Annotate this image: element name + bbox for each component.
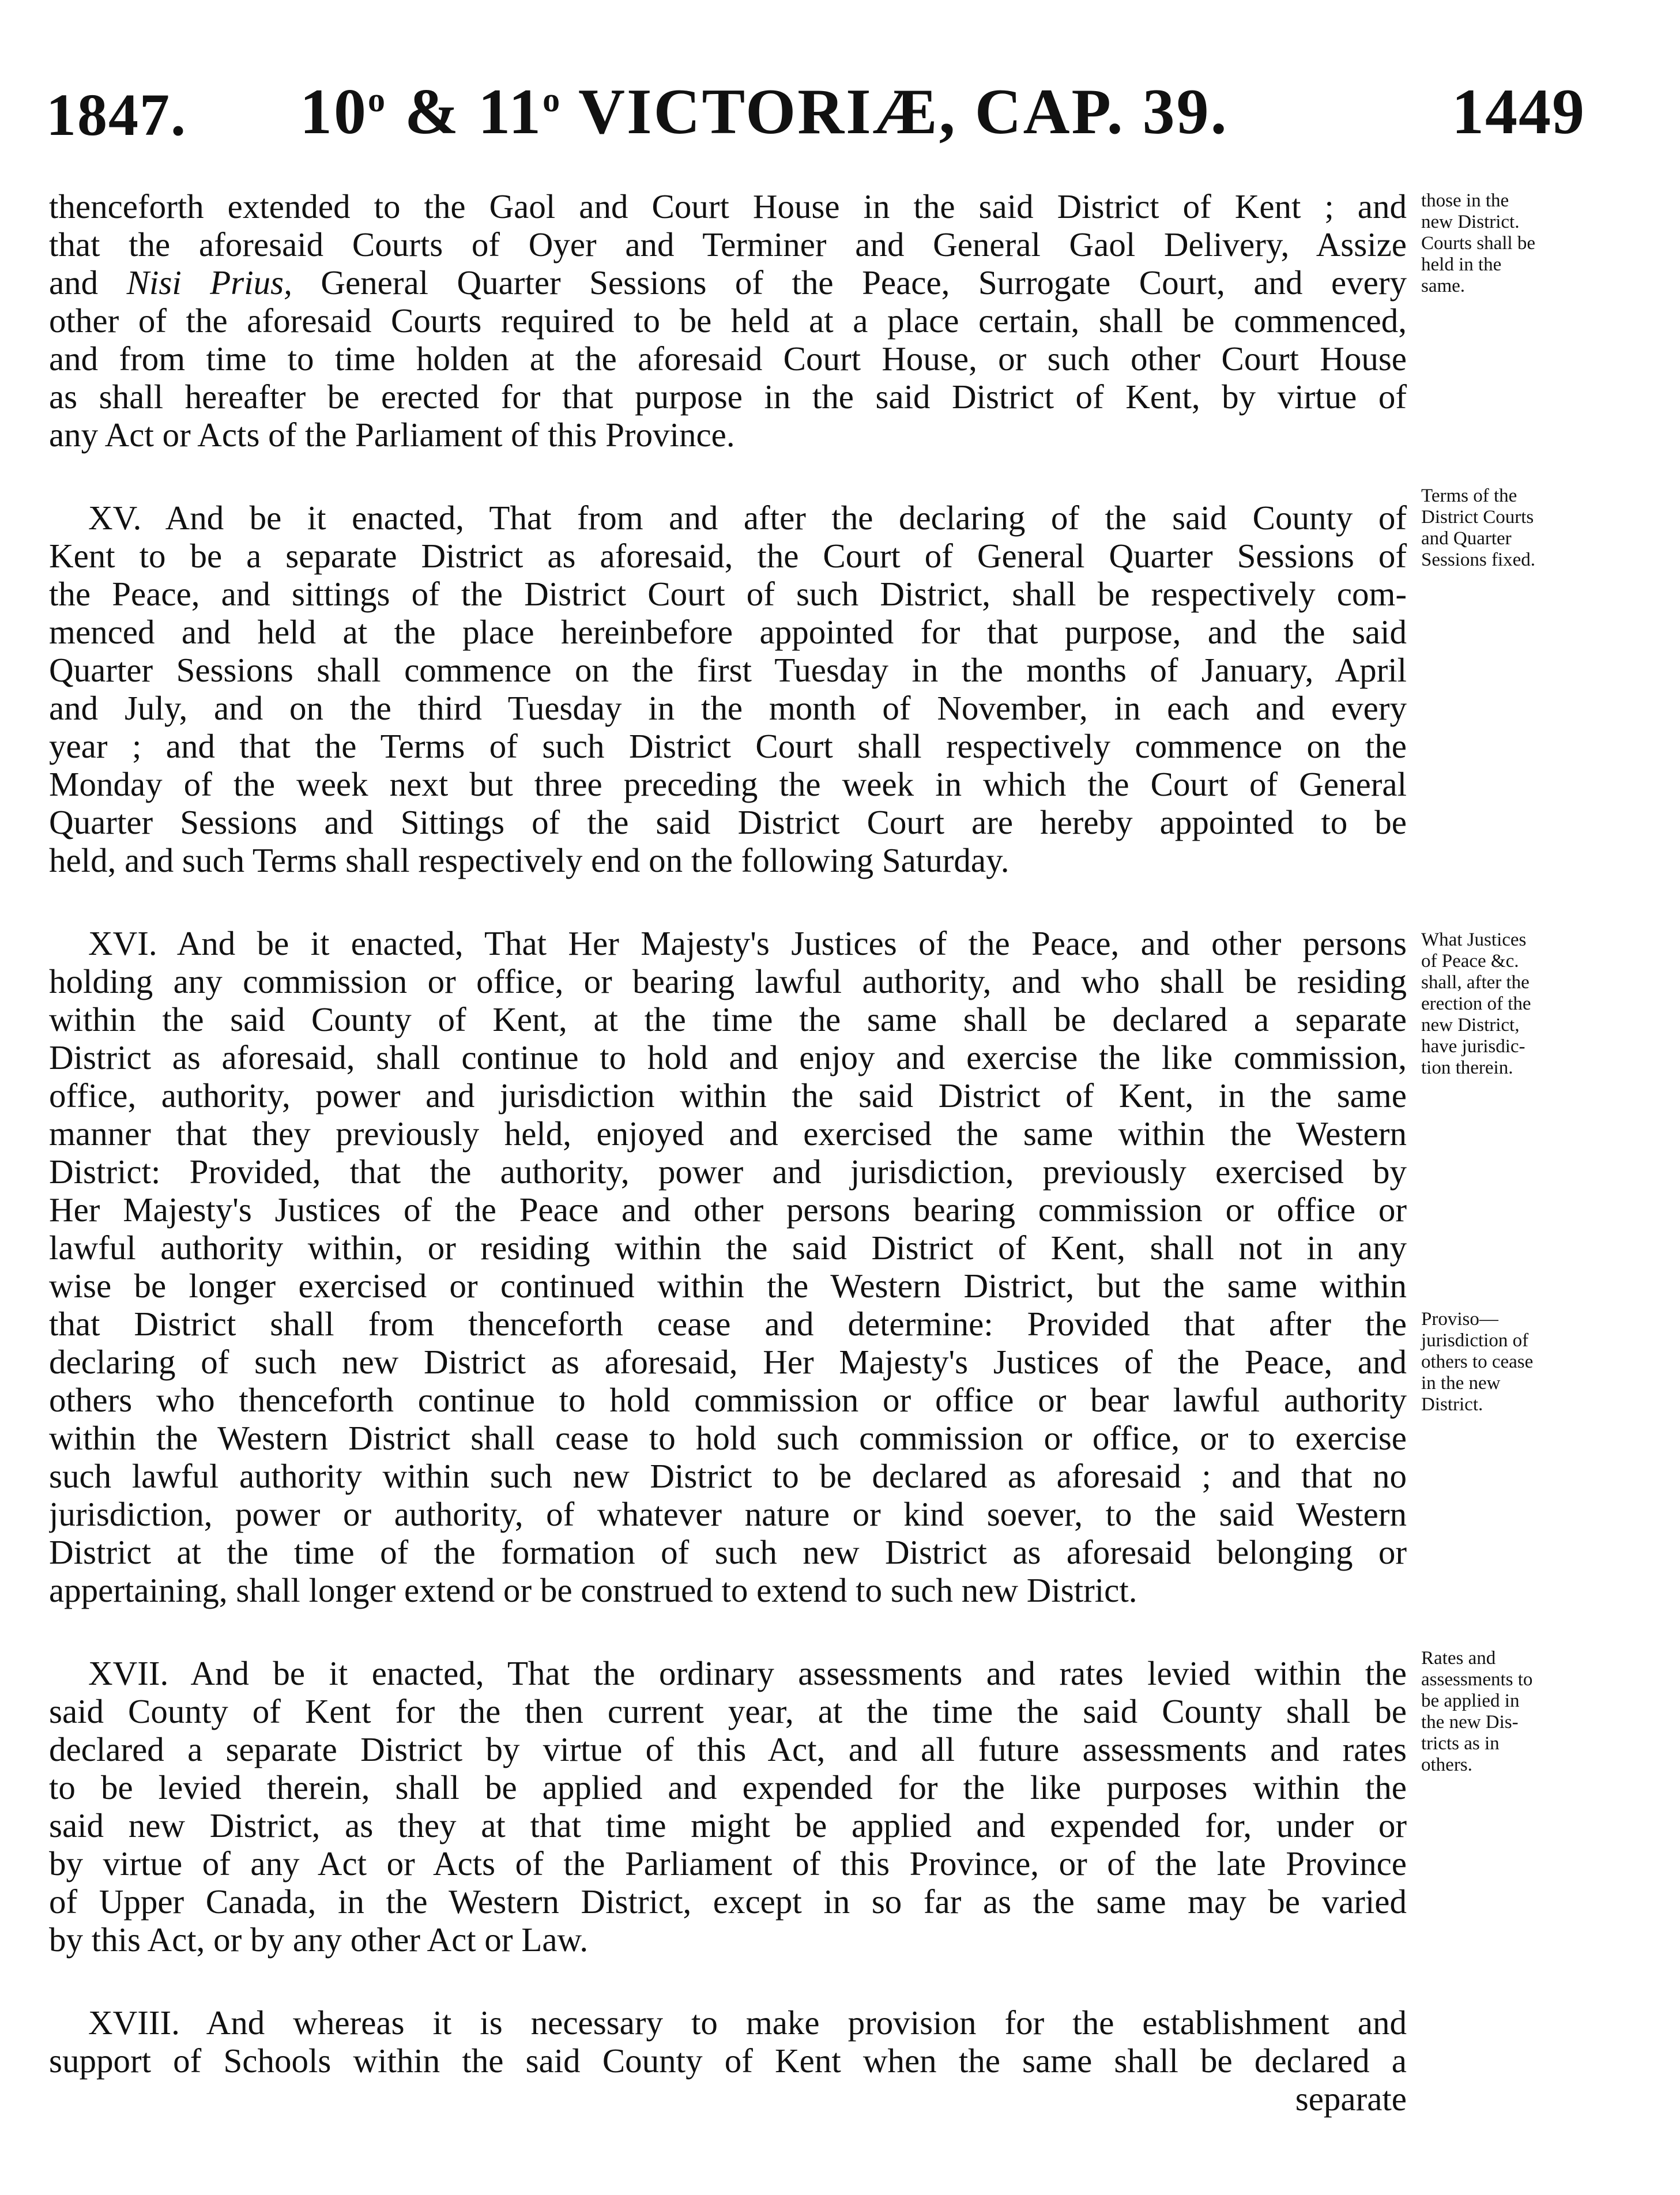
margin-note-line: held in the <box>1421 254 1502 275</box>
text-line: thenceforth extended to the Gaol and Court House in the said District of Kent ; and <box>49 187 1407 225</box>
margin-note-line: tricts as in <box>1421 1733 1500 1754</box>
text-line: by virtue of any Act or Acts of the Parliament of this Province, or of the late Province <box>49 1844 1407 1882</box>
margin-note-line: District. <box>1421 1394 1483 1415</box>
text-line: other of the aforesaid Courts required to be held at a place certain, shall be commenced, <box>49 302 1407 340</box>
page-number: 1449 <box>1452 76 1585 148</box>
text-line: any Act or Acts of the Parliament of this Province. <box>49 416 735 454</box>
text-line: support of Schools within the said County of Kent when the same shall be declared a <box>49 2042 1407 2080</box>
margin-note-line: erection of the <box>1421 993 1531 1014</box>
margin-note-line: the new Dis- <box>1421 1712 1519 1733</box>
text-line: lawful authority within, or residing within the said District of Kent, shall not in any <box>49 1229 1407 1267</box>
text-line: XVI. And be it enacted, That Her Majesty's Justices of the Peace, and other persons <box>88 924 1407 962</box>
text-line: by this Act, or by any other Act or Law. <box>49 1921 589 1959</box>
margin-note-line: in the new <box>1421 1373 1501 1394</box>
text-line: District: Provided, that the authority, power and jurisdiction, previously exercised by <box>49 1153 1407 1191</box>
margin-note-line: Terms of the <box>1421 485 1517 506</box>
paragraph-p-xviii <box>49 2004 1407 2118</box>
margin-note-line: assessments to <box>1421 1669 1533 1690</box>
year: 1847. <box>46 82 187 148</box>
text-line: office, authority, power and jurisdiction within the said District of Kent, in the same <box>49 1076 1407 1115</box>
text-line: District as aforesaid, shall continue to hold and enjoy and exercise the like commission, <box>49 1038 1407 1076</box>
text-line: Quarter Sessions and Sittings of the said District Court are hereby appointed to be <box>49 803 1407 841</box>
text-line: the Peace, and sittings of the District Court of such District, shall be respectively com- <box>49 575 1407 613</box>
text-line: jurisdiction, power or authority, of whatever nature or kind soever, to the said Western <box>49 1495 1407 1533</box>
text-line: as shall hereafter be erected for that purpose in the said District of Kent, by virtue of <box>49 378 1407 416</box>
margin-note-line: others. <box>1421 1755 1472 1775</box>
text-line: Quarter Sessions shall commence on the first Tuesday in the months of January, April <box>49 651 1407 689</box>
margin-note-line: others to cease <box>1421 1351 1534 1372</box>
paragraph-p-xvi <box>49 924 1407 1609</box>
paragraph-p-xv <box>49 499 1407 879</box>
text-line: year ; and that the Terms of such District Court shall respectively commence on the <box>49 727 1407 765</box>
text-line: such lawful authority within such new District to be declared as aforesaid ; and that no <box>49 1457 1407 1495</box>
margin-note-terms <box>1421 485 1588 571</box>
text-line: said County of Kent for the then current year, at the time the said County shall be <box>49 1692 1407 1730</box>
text-line: declaring of such new District as aforesaid, Her Majesty's Justices of the Peace, and <box>49 1343 1407 1381</box>
margin-note-rates <box>1421 1648 1588 1776</box>
margin-note-line: Proviso— <box>1421 1309 1498 1330</box>
margin-note-line: Rates and <box>1421 1648 1496 1669</box>
text-line: manner that they previously held, enjoyed and exercised the same within the Western <box>49 1115 1407 1153</box>
paragraph-p-continued <box>49 187 1407 454</box>
margin-note-line: those in the <box>1421 190 1509 211</box>
margin-note-line: tion therein. <box>1421 1057 1513 1078</box>
text-line: declared a separate District by virtue of this Act, and all future assessments and rates <box>49 1730 1407 1768</box>
margin-note-line: new District. <box>1421 212 1520 232</box>
margin-note-line: and Quarter <box>1421 528 1512 549</box>
statute-title: 10$^o$ & 11$^o$ VICTORIÆ, CAP. 39. <box>300 76 1229 148</box>
margin-note-line: Sessions fixed. <box>1421 549 1535 570</box>
margin-note-justices <box>1421 929 1588 1079</box>
text-line: and from time to time holden at the aforesaid Court House, or such other Court House <box>49 340 1407 378</box>
text-line: and Nisi Prius, General Quarter Sessions of the Peace, Surrogate Court, and every <box>49 263 1407 302</box>
text-line: District at the time of the formation of such new District as aforesaid belonging or <box>49 1533 1407 1571</box>
text-line: Her Majesty's Justices of the Peace and other persons bearing commission or office or <box>49 1191 1407 1229</box>
margin-note-line: Courts shall be <box>1421 233 1535 254</box>
margin-note-line: same. <box>1421 276 1466 296</box>
text-line: Monday of the week next but three preceding the week in which the Court of General <box>49 765 1407 803</box>
margin-note-line: new District, <box>1421 1015 1520 1036</box>
text-line: that District shall from thenceforth cease and determine: Provided that after the <box>49 1305 1407 1343</box>
text-line: and July, and on the third Tuesday in the month of November, in each and every <box>49 689 1407 727</box>
text-line: XVII. And be it enacted, That the ordinary assessments and rates levied within the <box>88 1654 1407 1692</box>
margin-note-line: of Peace &c. <box>1421 951 1519 972</box>
text-line: to be levied therein, shall be applied and expended for the like purposes within the <box>49 1768 1407 1806</box>
margin-note-courts-held <box>1421 190 1588 297</box>
text-line: XV. And be it enacted, That from and after the declaring of the said County of <box>88 499 1407 537</box>
margin-note-line: be applied in <box>1421 1691 1520 1711</box>
text-line: held, and such Terms shall respectively end on the following Saturday. <box>49 841 1009 879</box>
text-line: menced and held at the place hereinbefore appointed for that purpose, and the said <box>49 613 1407 651</box>
text-line: wise be longer exercised or continued within the Western District, but the same within <box>49 1267 1407 1305</box>
margin-note-proviso <box>1421 1309 1588 1415</box>
text-line: separate <box>1295 2080 1407 2118</box>
text-line: holding any commission or office, or bearing lawful authority, and who shall be residing <box>49 962 1407 1000</box>
paragraph-p-xvii <box>49 1654 1407 1959</box>
text-line: of Upper Canada, in the Western District, except in so far as the same may be varied <box>49 1882 1407 1921</box>
text-line: Kent to be a separate District as aforesaid, the Court of General Quarter Sessions of <box>49 537 1407 575</box>
text-line: within the said County of Kent, at the time the same shall be declared a separate <box>49 1000 1407 1038</box>
margin-note-line: shall, after the <box>1421 972 1530 993</box>
text-line: others who thenceforth continue to hold commission or office or bear lawful authority <box>49 1381 1407 1419</box>
text-line: that the aforesaid Courts of Oyer and Terminer and General Gaol Delivery, Assize <box>49 225 1407 263</box>
text-line: said new District, as they at that time might be applied and expended for, under or <box>49 1806 1407 1844</box>
running-head <box>46 75 1585 156</box>
text-line: XVIII. And whereas it is necessary to make provision for the establishment and <box>88 2004 1407 2042</box>
margin-note-line: have jurisdic- <box>1421 1036 1525 1057</box>
margin-note-line: What Justices <box>1421 929 1527 950</box>
statute-body <box>49 187 1407 2163</box>
text-line: within the Western District shall cease to hold such commission or office, or to exercise <box>49 1419 1407 1457</box>
margin-note-line: jurisdiction of <box>1421 1330 1529 1351</box>
text-line: appertaining, shall longer extend or be construed to extend to such new District. <box>49 1571 1137 1609</box>
margin-note-line: District Courts <box>1421 507 1534 528</box>
